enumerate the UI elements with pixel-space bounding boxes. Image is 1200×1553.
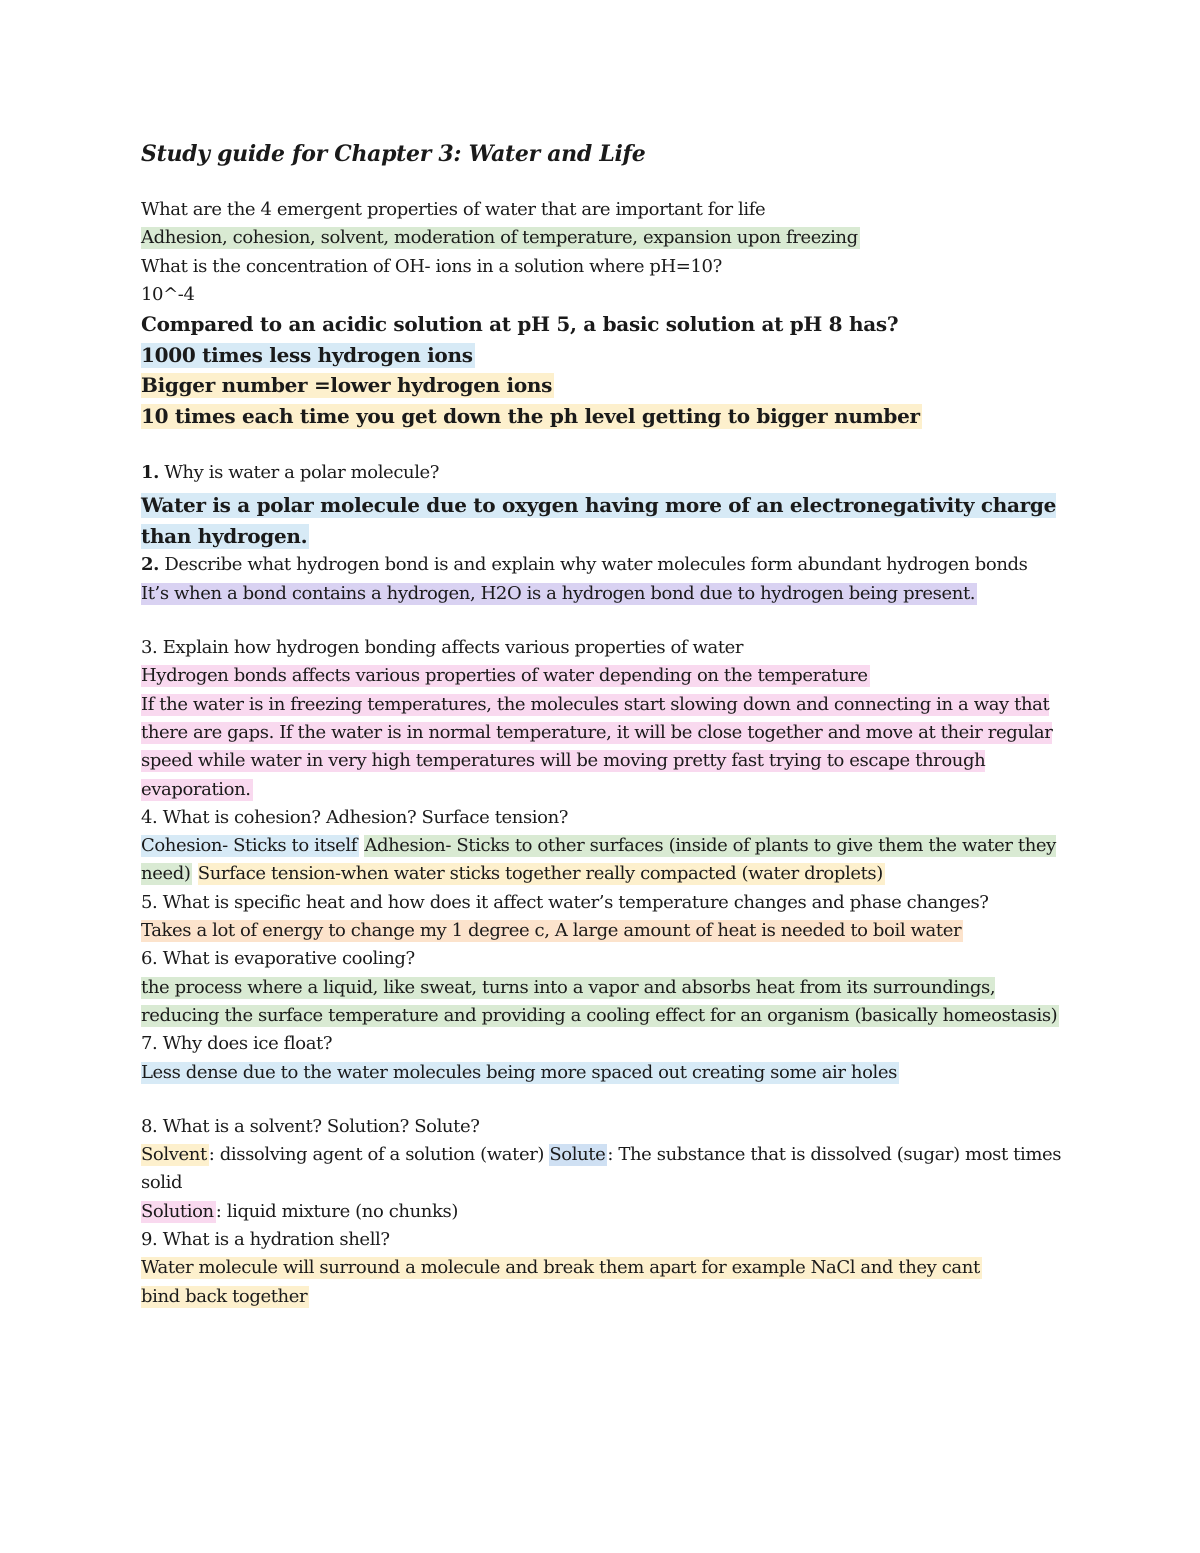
answer-8-solvent-solute — [141, 1141, 1071, 1198]
solution-definition: : liquid mixture (no chunks) — [215, 1200, 458, 1222]
answer-3-line-1: Hydrogen bonds affects various properties of water depending on the temperature — [141, 665, 868, 687]
question-3: 3. Explain how hydrogen bonding affects various properties of water — [141, 637, 744, 659]
solvent-term: Solvent — [141, 1144, 207, 1166]
question-6: 6. What is evaporative cooling? — [141, 948, 415, 970]
question-9: 9. What is a hydration shell? — [141, 1229, 390, 1251]
intro-answer-2: 10^-4 — [141, 283, 195, 305]
solvent-definition: : dissolving agent of a solution (water) — [208, 1144, 545, 1166]
answer-7: Less dense due to the water molecules being more spaced out creating some air holes — [141, 1061, 897, 1083]
question-1 — [141, 459, 1071, 487]
answer-5: Takes a lot of energy to change my 1 degree c, A large amount of heat is needed to boil water — [141, 920, 962, 942]
answer-3-line-2: If the water is in freezing temperatures, the molecules start slowing down and connecting in a way that there are gaps. If the water is in normal temperature, it will be close together and move at their regular speed while water in very high temperatures will be moving pretty fast trying to escape through evaporation. — [141, 693, 1053, 800]
question-1-text: Why is water a polar molecule? — [159, 462, 440, 484]
intro-answer-1: Adhesion, cohesion, solvent, moderation of temperature, expansion upon freezing — [141, 227, 858, 249]
document-body — [141, 138, 1071, 1311]
intro-answer-3-line-3: 10 times each time you get down the ph level getting to bigger number — [141, 403, 920, 428]
question-5: 5. What is specific heat and how does it affect water’s temperature changes and phase changes? — [141, 891, 989, 913]
question-4: 4. What is cohesion? Adhesion? Surface tension? — [141, 806, 569, 828]
question-8: 8. What is a solvent? Solution? Solute? — [141, 1115, 480, 1137]
answer-8-solution — [141, 1198, 1071, 1226]
question-2-text: Describe what hydrogen bond is and explain why water molecules form abundant hydrogen bonds — [159, 554, 1028, 576]
question-1-number: 1. — [141, 462, 159, 484]
intro-question-1: What are the 4 emergent properties of water that are important for life — [141, 199, 766, 220]
intro-question-2: What is the concentration of OH- ions in a solution where pH=10? — [141, 255, 722, 277]
intro-answer-3-line-1: 1000 times less hydrogen ions — [141, 342, 473, 367]
answer-4-cohesion: Cohesion- Sticks to itself — [141, 835, 358, 857]
question-2 — [141, 551, 1071, 579]
question-2-number: 2. — [141, 554, 159, 576]
intro-question-3: Compared to an acidic solution at pH 5, a basic solution at pH 8 has? — [141, 312, 899, 337]
answer-2: It’s when a bond contains a hydrogen, H2O is a hydrogen bond due to hydrogen being present. — [141, 582, 976, 604]
solution-term: Solution — [141, 1200, 214, 1222]
solute-term: Solute — [549, 1144, 606, 1166]
question-7: 7. Why does ice float? — [141, 1033, 333, 1055]
answer-4-surface-tension: Surface tension-when water sticks together really compacted (water droplets) — [197, 863, 883, 885]
intro-answer-3-line-2: Bigger number =lower hydrogen ions — [141, 373, 553, 398]
document-title: Study guide for Chapter 3: Water and Life — [141, 141, 646, 167]
answer-9-line-2: bind back together — [141, 1285, 308, 1307]
answer-6: the process where a liquid, like sweat, turns into a vapor and absorbs heat from its surroundings, reducing the surface temperature and providing a cooling effect for an organism (basically homeostasis) — [141, 976, 1058, 1026]
answer-1: Water is a polar molecule due to oxygen having more of an electronegativity charge than hydrogen. — [141, 493, 1057, 548]
solute-definition: : The substance that is dissolved (sugar) most times solid — [141, 1144, 1062, 1194]
answer-4-adhesion: Adhesion- Sticks to other surfaces (inside of plants to give them the water they need) — [141, 835, 1056, 885]
answer-9-line-1: Water molecule will surround a molecule and break them apart for example NaCl and they cant — [141, 1257, 980, 1279]
